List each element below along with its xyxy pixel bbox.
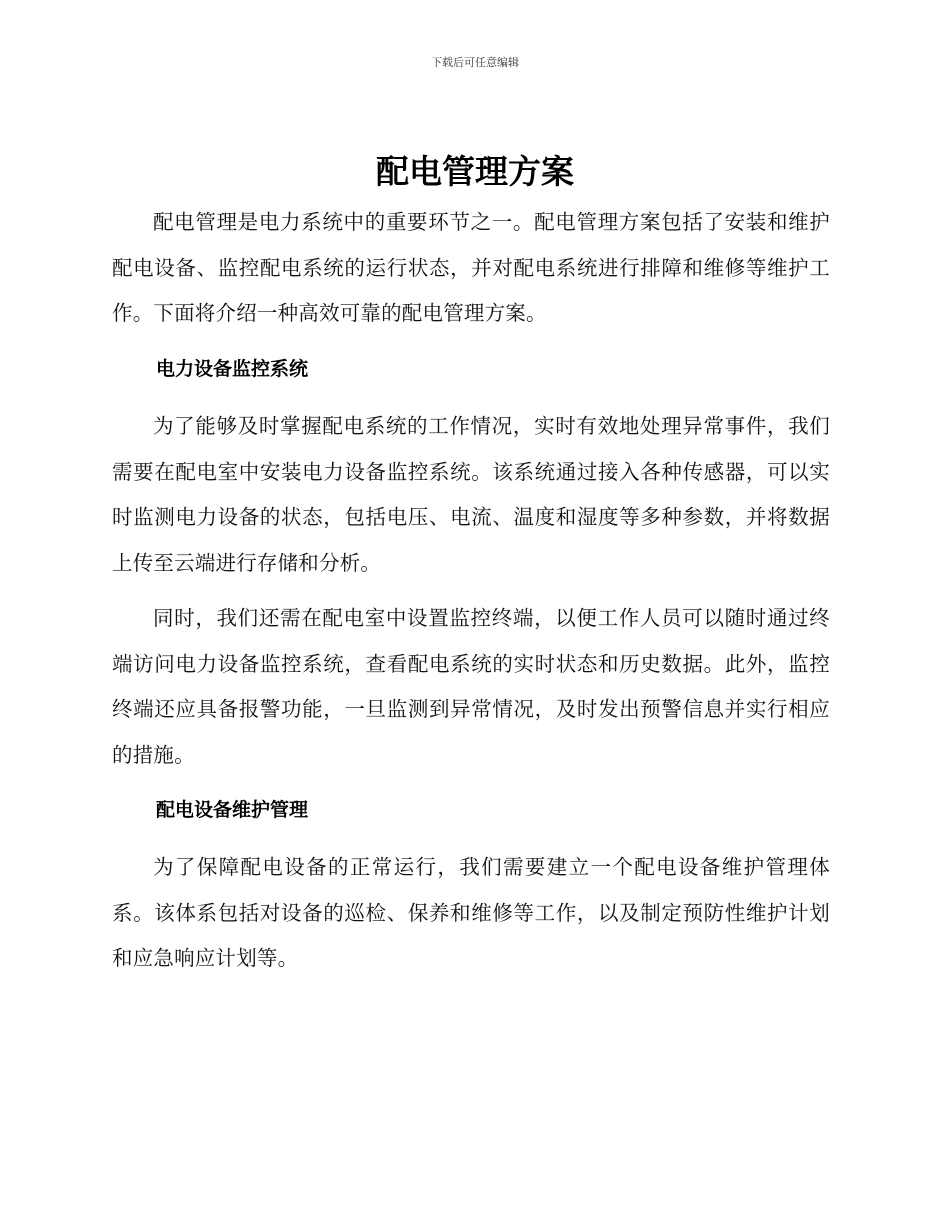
maintenance-paragraph-1: 为了保障配电设备的正常运行，我们需要建立一个配电设备维护管理体系。该体系包括对设备的巡检、保养和维修等工作，以及制定预防性维护计划和应急响应计划等。: [112, 855, 830, 970]
monitoring-paragraph-1: 为了能够及时掌握配电系统的工作情况，实时有效地处理异常事件，我们需要在配电室中安装电力设备监控系统。该系统通过接入各种传感器，可以实时监测电力设备的状态，包括电压、电流、温度和湿度等多种参数，并将数据上传至云端进行存储和分析。: [112, 414, 830, 575]
monitoring-paragraph-2: 同时，我们还需在配电室中设置监控终端，以便工作人员可以随时通过终端访问电力设备监控系统，查看配电系统的实时状态和历史数据。此外，监控终端还应具备报警功能，一旦监测到异常情况，及时发出预警信息并实行相应的措施。: [112, 606, 830, 767]
section-heading-maintenance: 配电设备维护管理: [156, 799, 309, 821]
document-title: 配电管理方案: [376, 152, 574, 191]
header-note: 下载后可任意编辑: [431, 56, 519, 69]
intro-paragraph: 配电管理是电力系统中的重要环节之一。配电管理方案包括了安装和维护配电设备、监控配电系统的运行状态，并对配电系统进行排障和维修等维护工作。下面将介绍一种高效可靠的配电管理方案。: [112, 210, 830, 325]
section-heading-monitoring: 电力设备监控系统: [156, 358, 309, 380]
